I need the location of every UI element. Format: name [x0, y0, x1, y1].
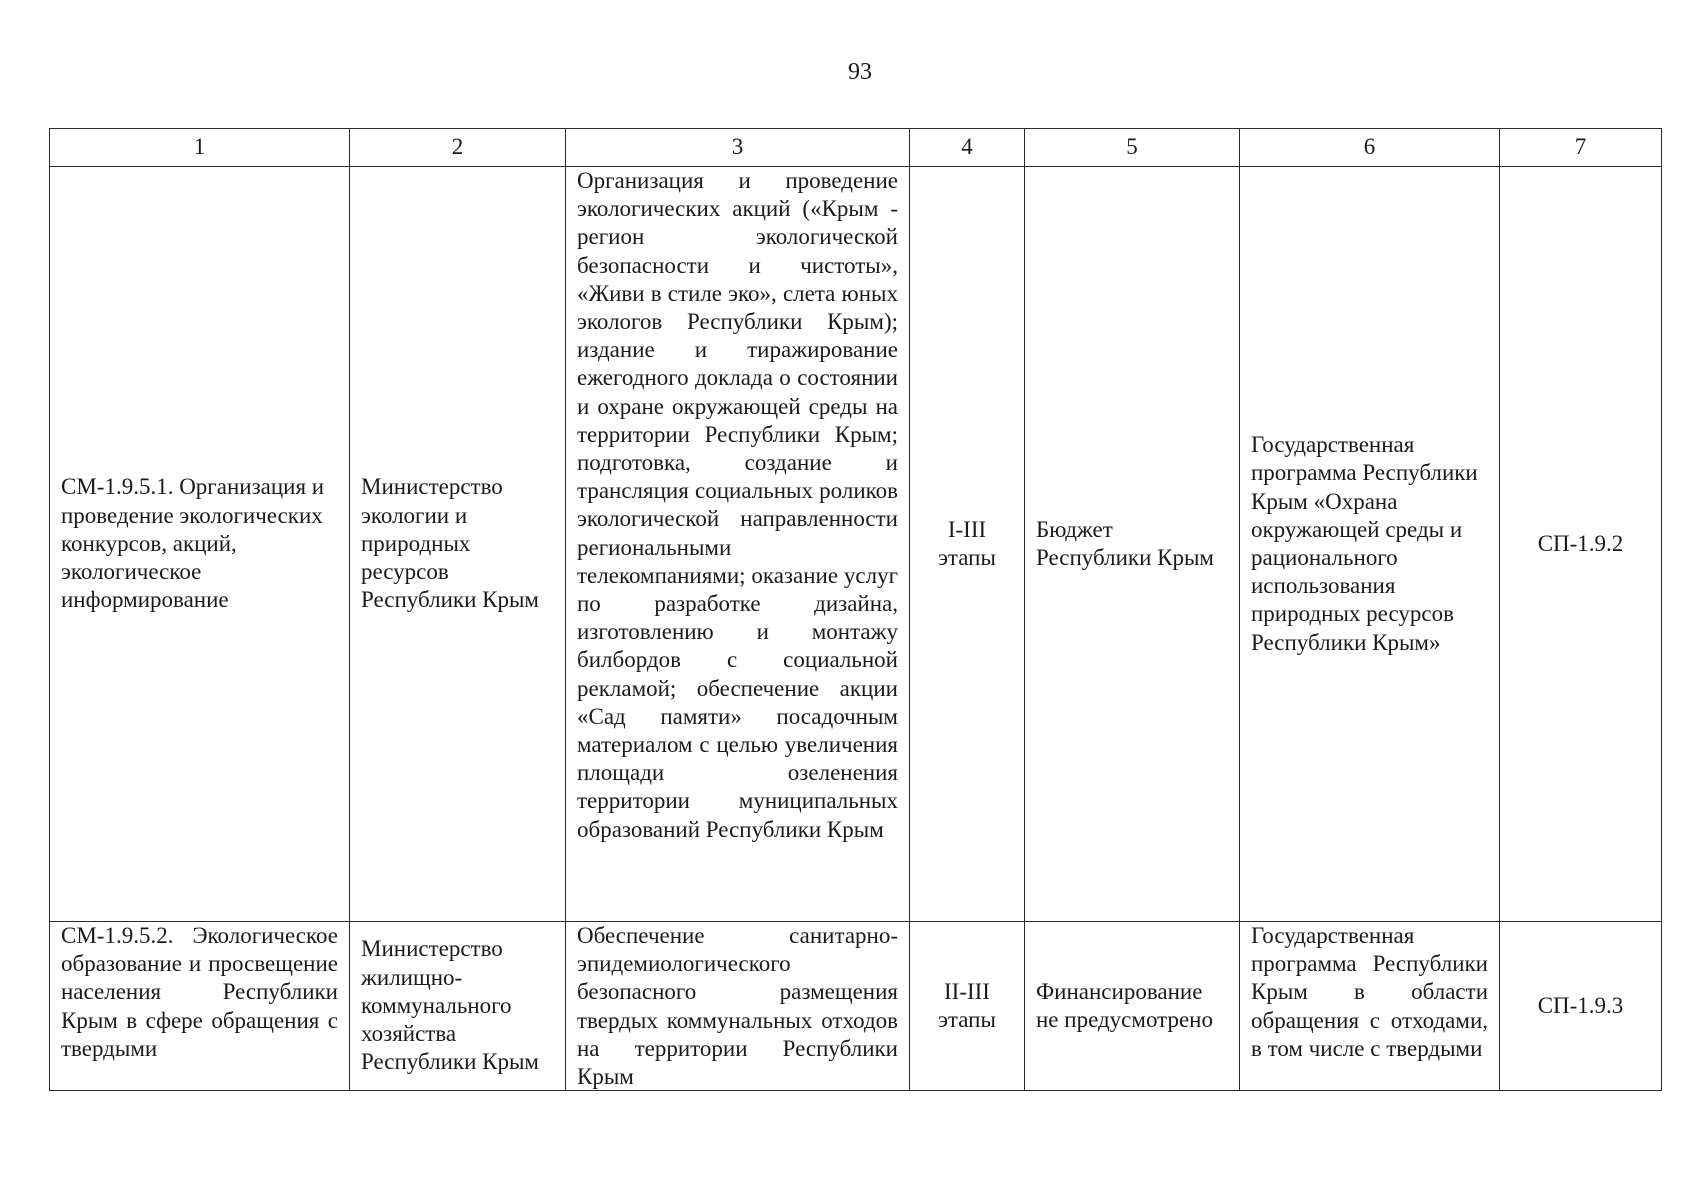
measure-code-name: СМ-1.9.5.1. Организация и проведение экологических конкурсов, акций, экологическое информирование: [50, 167, 350, 922]
related-program: Государственная программа Республики Крым в области обращения с отходами, в том числе с твердыми: [1240, 922, 1500, 1091]
column-header-4: 4: [910, 129, 1025, 167]
measures-table: [49, 128, 1662, 1091]
subprogram-ref: СП-1.9.3: [1500, 922, 1662, 1091]
funding-source: Финансирование не предусмотрено: [1025, 922, 1240, 1091]
measure-description: Обеспечение санитарно-эпидемиологического безопасного размещения твердых коммунальных отходов на территории Республики Крым: [566, 922, 910, 1091]
subprogram-ref: СП-1.9.2: [1500, 167, 1662, 922]
funding-source: Бюджет Республики Крым: [1025, 167, 1240, 922]
related-program: Государственная программа Республики Крым «Охрана окружающей среды и рационального использования природных ресурсов Республики Крым»: [1240, 167, 1500, 922]
column-header-5: 5: [1025, 129, 1240, 167]
responsible-executor: Министерство жилищно-коммунального хозяйства Республики Крым: [350, 922, 566, 1091]
table-row: [50, 922, 1662, 1091]
column-header-2: 2: [350, 129, 566, 167]
header-row: [50, 129, 1662, 167]
responsible-executor: Министерство экологии и природных ресурсов Республики Крым: [350, 167, 566, 922]
measure-code-name: СМ-1.9.5.2. Экологическое образование и просвещение населения Республики Крым в сфере обращения с твердыми: [50, 922, 350, 1091]
column-header-7: 7: [1500, 129, 1662, 167]
page-number: 93: [848, 59, 872, 85]
table-row: [50, 167, 1662, 922]
implementation-stages: II-III этапы: [910, 922, 1025, 1091]
column-header-6: 6: [1240, 129, 1500, 167]
column-header-3: 3: [566, 129, 910, 167]
column-header-1: 1: [50, 129, 350, 167]
implementation-stages: I-III этапы: [910, 167, 1025, 922]
measure-description: Организация и проведение экологических акций («Крым - регион экологической безопасности и чистоты», «Живи в стиле эко», слета юных экологов Республики Крым); издание и тиражирование ежегодного доклада о состоянии и охране окружающей среды на территории Республики Крым; подготовка, создание и трансляция социальных роликов экологической направленности региональными телекомпаниями; оказание услуг по разработке дизайна, изготовлению и монтажу билбордов с социальной рекламой; обеспечение акции «Сад памяти» посадочным материалом с целью увеличения площади озеленения территории муниципальных образований Республики Крым: [566, 167, 910, 922]
